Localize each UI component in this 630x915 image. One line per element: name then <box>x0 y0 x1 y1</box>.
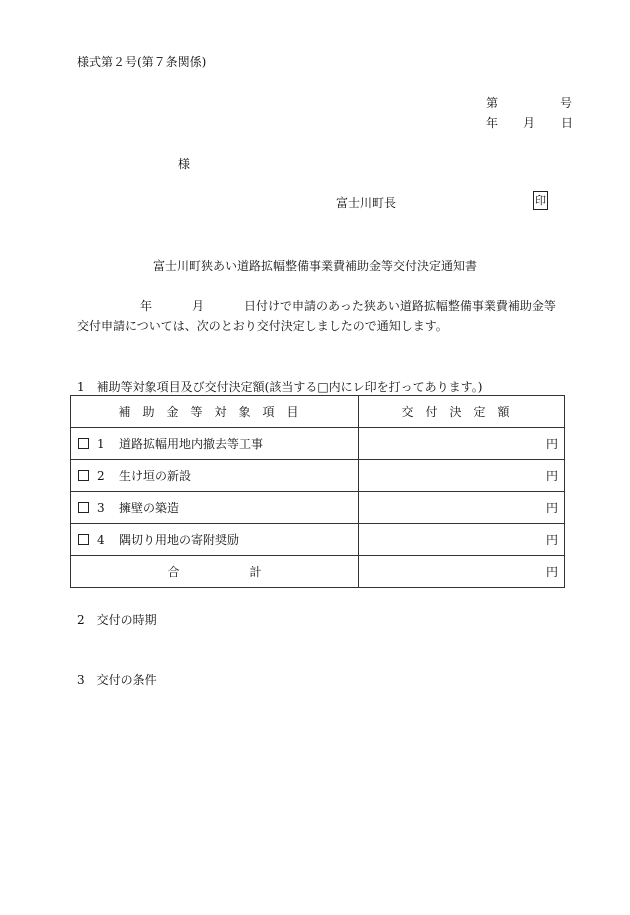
table-header-row <box>71 396 565 428</box>
row-item <box>71 460 359 492</box>
addressee-suffix: 様 <box>178 157 191 171</box>
total-left: 合 <box>167 565 180 579</box>
header-item: 補助金等対象項目 <box>71 396 359 428</box>
document-title: 富士川町狭あい道路拡幅整備事業費補助金等交付決定通知書 <box>152 259 477 273</box>
total-right: 計 <box>249 565 262 579</box>
date-month-label: 月 <box>523 116 536 130</box>
row-item <box>71 524 359 556</box>
seal-mark: 印 <box>533 191 548 210</box>
row-label: 擁壁の築造 <box>119 501 180 515</box>
row-amount[interactable]: 円 <box>359 492 565 524</box>
checkbox[interactable] <box>78 438 89 449</box>
table-row <box>71 492 565 524</box>
para-year: 年 <box>140 299 153 313</box>
row-label: 道路拡幅用地内撤去等工事 <box>119 437 264 451</box>
row-label: 隅切り用地の寄附奨励 <box>119 533 240 547</box>
table-row <box>71 428 565 460</box>
date-day-label: 日 <box>561 116 574 130</box>
total-amount[interactable]: 円 <box>359 556 565 588</box>
row-number: 1 <box>97 437 105 451</box>
row-item <box>71 428 359 460</box>
number-prefix: 第 <box>486 96 499 110</box>
section-2-heading: 2 交付の時期 <box>77 613 157 627</box>
subsidy-table <box>70 395 565 588</box>
form-number: 様式第２号(第７条関係) <box>77 55 207 69</box>
row-label: 生け垣の新設 <box>119 469 192 483</box>
row-amount[interactable]: 円 <box>359 524 565 556</box>
checkbox[interactable] <box>78 470 89 481</box>
total-label <box>71 556 359 588</box>
para-line1-tail: 日付けで申請のあった狭あい道路拡幅整備事業費補助金等 <box>244 299 556 313</box>
issuer-name: 富士川町長 <box>336 196 397 210</box>
table-total-row <box>71 556 565 588</box>
table-row <box>71 524 565 556</box>
row-number: 4 <box>97 533 105 547</box>
table-row <box>71 460 565 492</box>
paragraph-line-2: 交付申請については、次のとおり交付決定しましたので通知します。 <box>77 319 448 333</box>
section-3-heading: 3 交付の条件 <box>77 673 157 687</box>
row-number: 2 <box>97 469 105 483</box>
row-amount[interactable]: 円 <box>359 428 565 460</box>
date-year-label: 年 <box>486 116 499 130</box>
header-amount: 交付決定額 <box>359 396 565 428</box>
number-suffix: 号 <box>560 96 573 110</box>
row-number: 3 <box>97 501 105 515</box>
section-1-heading: 1 補助等対象項目及び交付決定額(該当する□内にレ印を打ってあります。) <box>77 380 483 394</box>
checkbox[interactable] <box>78 534 89 545</box>
row-item <box>71 492 359 524</box>
para-month: 月 <box>192 299 205 313</box>
checkbox[interactable] <box>78 502 89 513</box>
row-amount[interactable]: 円 <box>359 460 565 492</box>
paragraph-line-1 <box>77 297 556 314</box>
